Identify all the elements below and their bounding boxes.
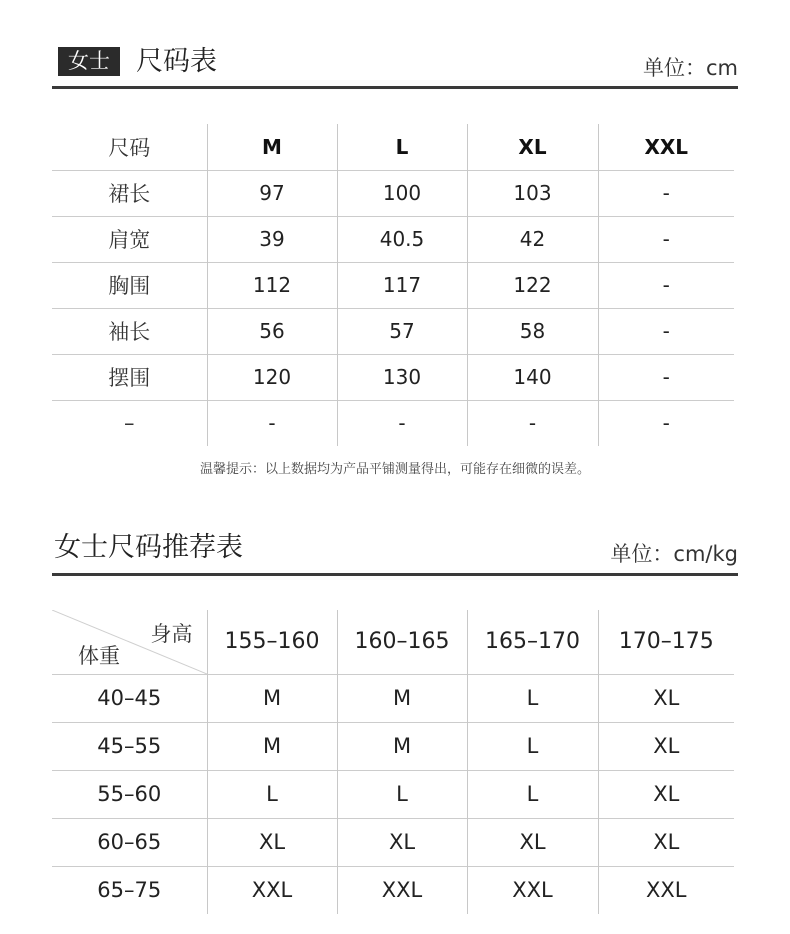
table-cell: 56 xyxy=(207,308,337,354)
recommend-table xyxy=(52,610,734,914)
column-header-size-label: 尺码 xyxy=(108,135,151,160)
table-cell: 112 xyxy=(207,262,337,308)
size-chart-unit: 单位：cm xyxy=(642,56,738,80)
weight-range-label: 45–55 xyxy=(52,722,207,770)
table-cell: 103 xyxy=(467,170,598,216)
height-range-header: 170–175 xyxy=(598,610,734,674)
table-cell: 39 xyxy=(207,216,337,262)
height-axis-label: 身高 xyxy=(150,622,193,646)
table-cell: 120 xyxy=(207,354,337,400)
table-cell: 97 xyxy=(207,170,337,216)
measurement-tip: 温馨提示：以上数据均为产品平铺测量得出，可能存在细微的误差。 xyxy=(199,462,590,477)
table-cell: 40.5 xyxy=(337,216,467,262)
weight-range-label: 65–75 xyxy=(52,866,207,914)
height-range-header: 160–165 xyxy=(337,610,467,674)
table-cell: - xyxy=(207,400,337,446)
table-row xyxy=(52,818,734,866)
table-cell: - xyxy=(598,216,734,262)
height-range-header: 165–170 xyxy=(467,610,598,674)
recommended-size: XL xyxy=(598,818,734,866)
table-row xyxy=(52,262,734,308)
row-label: 肩宽 xyxy=(52,216,207,262)
weight-range-label: 55–60 xyxy=(52,770,207,818)
header-divider xyxy=(52,86,738,89)
table-cell: 42 xyxy=(467,216,598,262)
table-row xyxy=(52,170,734,216)
table-cell: - xyxy=(337,400,467,446)
table-cell: 130 xyxy=(337,354,467,400)
column-header-m: M xyxy=(207,124,337,170)
recommend-chart-header xyxy=(52,528,738,576)
recommended-size: L xyxy=(467,722,598,770)
recommended-size: XXL xyxy=(598,866,734,914)
table-cell: 117 xyxy=(337,262,467,308)
size-chart-title: 尺码表 xyxy=(136,46,217,77)
table-row xyxy=(52,354,734,400)
recommended-size: L xyxy=(467,770,598,818)
row-label: 摆围 xyxy=(52,354,207,400)
height-range-header: 155–160 xyxy=(207,610,337,674)
table-cell: - xyxy=(467,400,598,446)
table-cell: 140 xyxy=(467,354,598,400)
recommended-size: XXL xyxy=(207,866,337,914)
header-divider xyxy=(52,573,738,576)
table-cell: 122 xyxy=(467,262,598,308)
gender-badge: 女士 xyxy=(58,47,120,76)
table-row xyxy=(52,722,734,770)
table-cell: - xyxy=(598,400,734,446)
table-cell: - xyxy=(598,354,734,400)
recommended-size: XXL xyxy=(337,866,467,914)
row-label: 袖长 xyxy=(52,308,207,354)
recommended-size: M xyxy=(337,674,467,722)
size-table-header-row xyxy=(52,124,734,170)
recommended-size: XL xyxy=(598,674,734,722)
table-cell: - xyxy=(598,308,734,354)
size-chart-header xyxy=(52,40,738,89)
table-row xyxy=(52,674,734,722)
recommended-size: L xyxy=(207,770,337,818)
table-cell: 58 xyxy=(467,308,598,354)
row-label: – xyxy=(52,400,207,446)
recommended-size: XL xyxy=(337,818,467,866)
recommend-chart-title: 女士尺码推荐表 xyxy=(54,532,243,563)
recommended-size: M xyxy=(207,722,337,770)
recommended-size: L xyxy=(337,770,467,818)
diagonal-header-cell xyxy=(52,610,207,674)
weight-range-label: 60–65 xyxy=(52,818,207,866)
recommend-chart-unit: 单位：cm/kg xyxy=(610,542,738,566)
recommended-size: M xyxy=(337,722,467,770)
weight-range-label: 40–45 xyxy=(52,674,207,722)
recommended-size: XL xyxy=(207,818,337,866)
recommended-size: XL xyxy=(467,818,598,866)
column-header-xxl: XXL xyxy=(598,124,734,170)
weight-axis-label: 体重 xyxy=(78,643,120,668)
table-row xyxy=(52,308,734,354)
table-row xyxy=(52,400,734,446)
column-header-l: L xyxy=(337,124,467,170)
table-cell: - xyxy=(598,262,734,308)
size-table xyxy=(52,124,734,446)
recommended-size: XXL xyxy=(467,866,598,914)
recommend-header-row xyxy=(52,610,734,674)
table-cell: 100 xyxy=(337,170,467,216)
recommended-size: XL xyxy=(598,770,734,818)
table-row xyxy=(52,770,734,818)
recommended-size: M xyxy=(207,674,337,722)
column-header-xl: XL xyxy=(467,124,598,170)
row-label: 裙长 xyxy=(52,170,207,216)
table-row xyxy=(52,866,734,914)
table-row xyxy=(52,216,734,262)
table-cell: - xyxy=(598,170,734,216)
table-cell: 57 xyxy=(337,308,467,354)
row-label: 胸围 xyxy=(52,262,207,308)
recommended-size: XL xyxy=(598,722,734,770)
recommended-size: L xyxy=(467,674,598,722)
